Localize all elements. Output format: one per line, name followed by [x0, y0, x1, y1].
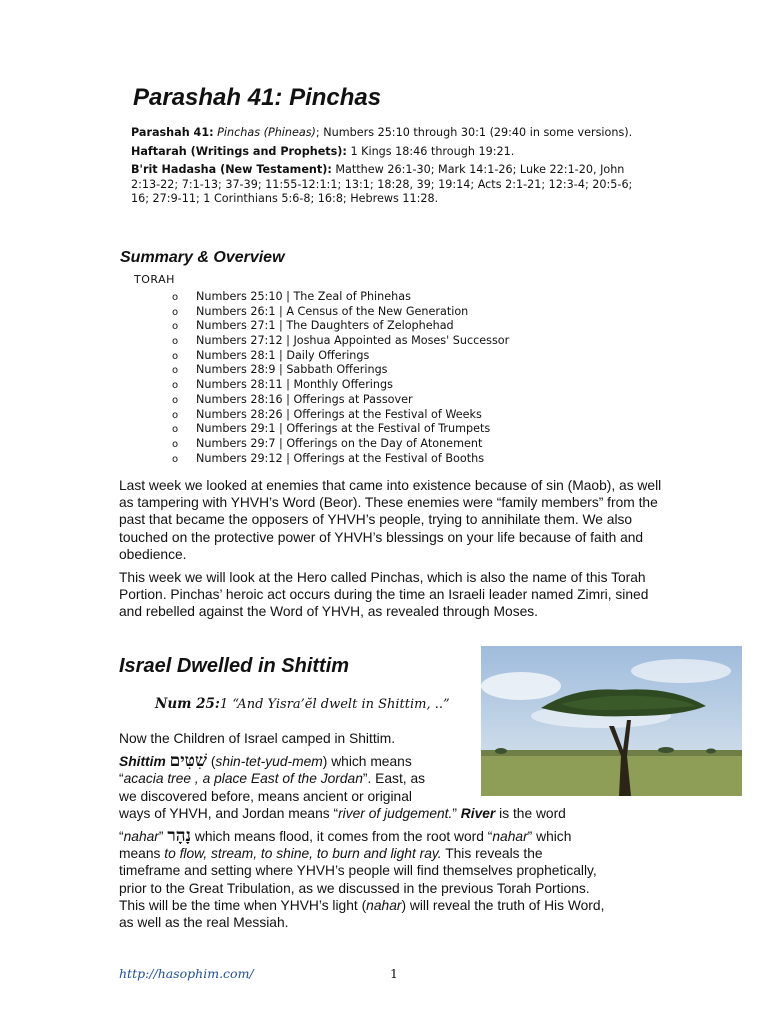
- summary-heading: Summary & Overview: [120, 249, 285, 266]
- torah-outline-text: Numbers 28:11 | Monthly Offerings: [196, 378, 393, 392]
- torah-outline-item: [172, 452, 509, 467]
- bullet-icon: o: [172, 453, 179, 465]
- torah-outline-text: Numbers 28:1 | Daily Offerings: [196, 348, 370, 362]
- intro-paragraph-2: This week we will look at the Hero called Pinchas, which is also the name of this Torah Portion. Pinchas’ heroic act occurs during the time an Israeli leader named Zimri, sined and rebelled against the Word of YHVH, as revealed through Moses.: [119, 570, 649, 620]
- body-line: “nahar” נָהָר which means flood, it comes from the root word “nahar” which: [119, 826, 572, 847]
- body-line: means to flow, stream, to shine, to burn and light ray. This reveals the: [119, 846, 543, 862]
- bullet-icon: o: [172, 409, 179, 421]
- verse-reference: Num 25:: [155, 696, 220, 712]
- hebrew-shittim: שִׁטִּים: [169, 751, 207, 772]
- torah-outline-item: [172, 422, 509, 437]
- bullet-icon: o: [172, 350, 179, 362]
- brit-text: Matthew 26:1-30; Mark 14:1-26; Luke 22:1-20, John 2:13-22; 7:1-13; 37-39; 11:55-12:1:1; 13:1; 18:28, 39; 19:14; Acts 2:1-21; 12:3-4; 20:5-6; 16; 27:9-11; 1 Corinthians 5:6-8; 16:8; Hebrews 11:28.: [131, 163, 633, 205]
- haftarah-text: 1 Kings 18:46 through 19:21.: [346, 144, 515, 158]
- verse-quote: [155, 696, 450, 712]
- bullet-icon: o: [172, 321, 179, 333]
- torah-outline-item: [172, 349, 509, 364]
- brit-label: B'rit Hadasha (New Testament):: [131, 163, 332, 176]
- torah-outline-text: Numbers 27:12 | Joshua Appointed as Moses' Successor: [196, 334, 510, 348]
- haftarah-line: [131, 145, 651, 160]
- torah-outline-text: Numbers 28:16 | Offerings at Passover: [196, 392, 413, 406]
- torah-outline-text: Numbers 29:1 | Offerings at the Festival of Trumpets: [196, 422, 491, 436]
- haftarah-label: Haftarah (Writings and Prophets):: [131, 144, 347, 158]
- torah-outline-text: Numbers 25:10 | The Zeal of Phinehas: [196, 290, 411, 303]
- verse-text: “And Yisra’ĕl dwelt in Shittim, ..”: [228, 697, 450, 712]
- footer-link[interactable]: http://hasophim.com/: [119, 966, 254, 981]
- torah-outline-item: [172, 290, 509, 305]
- torah-outline-item: [172, 363, 509, 378]
- body-line: as well as the real Messiah.: [119, 915, 289, 931]
- body-line: we discovered before, means ancient or original: [119, 788, 412, 804]
- body-line: ways of YHVH, and Jordan means “river of judgement.” River is the word: [119, 805, 566, 821]
- torah-outline-text: Numbers 26:1 | A Census of the New Generation: [196, 304, 469, 318]
- page-title: Parashah 41: Pinchas: [133, 84, 382, 111]
- parashah-line: [131, 126, 651, 141]
- bullet-icon: o: [172, 306, 179, 318]
- body-line: Now the Children of Israel camped in Shittim.: [119, 731, 396, 746]
- body-line: Shittim שִׁטִּים (shin-tet-yud-mem) which means: [119, 751, 412, 772]
- torah-outline-text: Numbers 29:7 | Offerings on the Day of Atonement: [196, 436, 483, 450]
- torah-outline-text: Numbers 28:9 | Sabbath Offerings: [196, 363, 388, 377]
- torah-outline-item: [172, 334, 509, 349]
- parashah-label: Parashah 41:: [131, 126, 214, 139]
- torah-outline-item: [172, 378, 509, 393]
- bullet-icon: o: [172, 292, 179, 303]
- body-line: prior to the Great Tribulation, as we discussed in the previous Torah Portions.: [119, 880, 590, 896]
- reading-references: [131, 126, 651, 211]
- intro-paragraph-1: Last week we looked at enemies that came into existence because of sin (Maob), as well as tampering with YHVH’s Word (Beor). These enemies were “family members” from the past that became the opposers of YHVH’s people, trying to annihilate them. We also touched on the protective power of YHVH’s blessings on your life because of faith and obedience.: [119, 478, 662, 562]
- shittim-section-body: [119, 730, 679, 931]
- parashah-name: Pinchas (Phineas): [217, 126, 316, 139]
- torah-outline-item: [172, 437, 509, 452]
- torah-outline-item: [172, 408, 509, 423]
- body-line: This will be the time when YHVH’s light (nahar) will reveal the truth of His Word,: [119, 897, 605, 913]
- verse-number: 1: [219, 697, 229, 712]
- bullet-icon: o: [172, 336, 179, 348]
- torah-outline-text: Numbers 27:1 | The Daughters of Zelophehad: [196, 319, 454, 333]
- hebrew-nahar: נָהָר: [167, 826, 192, 847]
- israel-heading: Israel Dwelled in Shittim: [119, 655, 350, 677]
- bullet-icon: o: [172, 394, 179, 406]
- body-line: “acacia tree , a place East of the Jordan”. East, as: [119, 771, 426, 787]
- body-line: timeframe and setting where YHVH’s people will find themselves prophetically,: [119, 863, 597, 879]
- torah-outline-item: [172, 319, 509, 334]
- torah-outline-text: Numbers 28:26 | Offerings at the Festival of Weeks: [196, 407, 482, 421]
- bullet-icon: o: [172, 438, 179, 450]
- page-number: 1: [390, 966, 398, 981]
- bullet-icon: o: [172, 380, 179, 392]
- torah-outline-item: [172, 393, 509, 408]
- torah-outline-item: [172, 305, 509, 320]
- bullet-icon: o: [172, 365, 179, 377]
- bullet-icon: o: [172, 424, 179, 436]
- parashah-rest: ; Numbers 25:10 through 30:1 (29:40 in some versions).: [315, 126, 633, 139]
- torah-label: TORAH: [134, 273, 175, 286]
- brit-hadasha-line: [131, 163, 651, 207]
- torah-outline-text: Numbers 29:12 | Offerings at the Festival of Booths: [196, 451, 485, 465]
- torah-outline-list: [172, 290, 509, 466]
